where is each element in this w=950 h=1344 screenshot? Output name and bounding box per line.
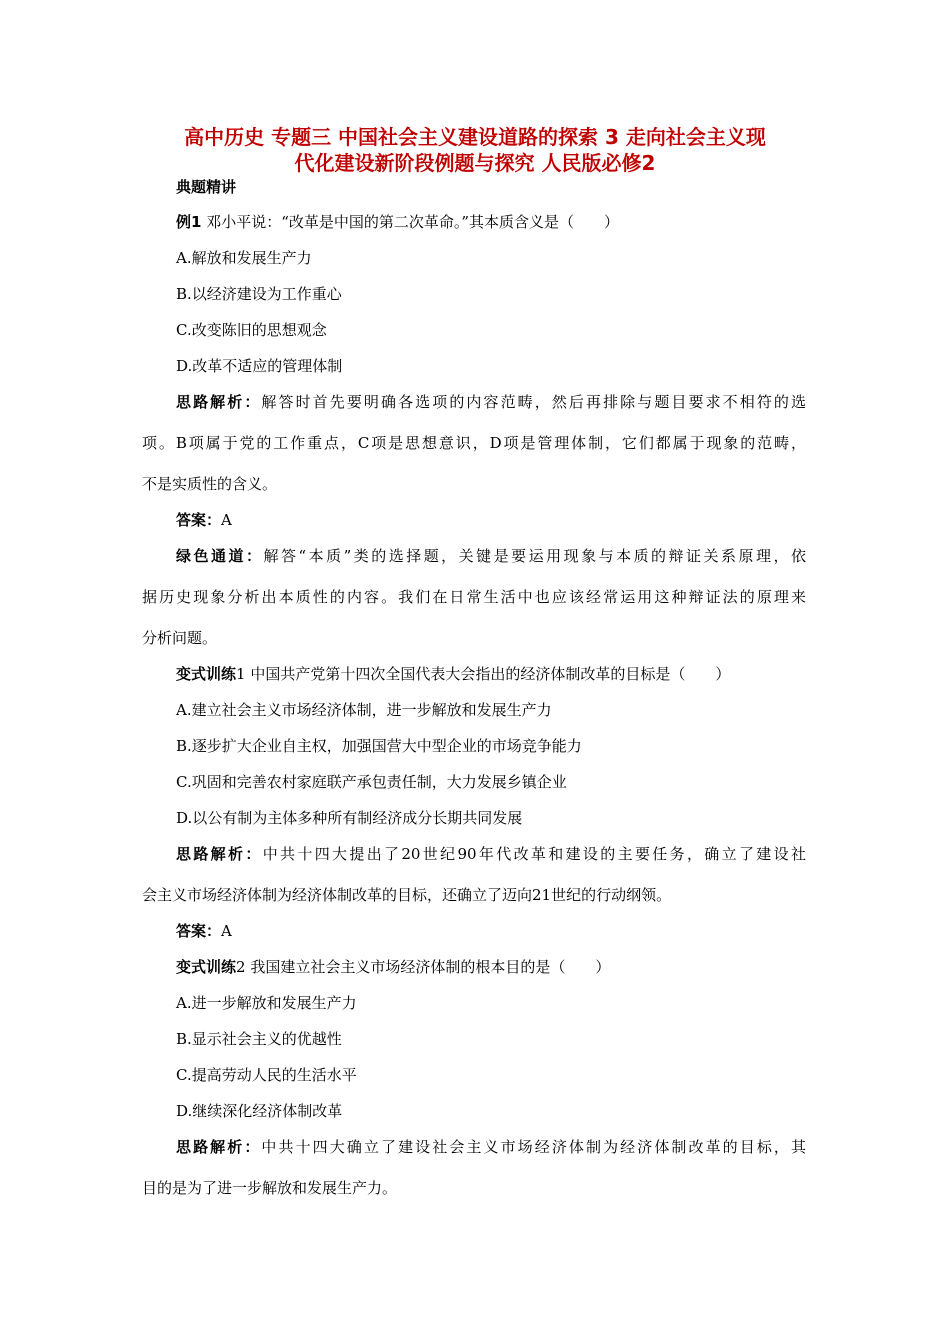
exercise2-label: 变式训练	[176, 958, 237, 976]
exercise2-question-text: 2 我国建立社会主义市场经济体制的根本目的是（ ）	[236, 958, 611, 976]
exercise1-answer	[176, 921, 232, 941]
exercise1-answer-label: 答案：	[176, 922, 222, 940]
exercise1-analysis-line-2: 会主义市场经济体制为经济体制改革的目标，还确立了迈向21世纪的行动纲领。	[142, 886, 672, 904]
exercise2-option-c: C.提高劳动人民的生活水平	[176, 1066, 357, 1084]
exercise1-option-c: C.巩固和完善农村家庭联产承包责任制，大力发展乡镇企业	[176, 773, 567, 791]
title-line-2: 代化建设新阶段例题与探究 人民版必修2	[294, 151, 656, 175]
exercise2-option-d: D.继续深化经济体制改革	[176, 1102, 343, 1120]
exercise1-question	[176, 664, 730, 684]
example1-option-c: C.改变陈旧的思想观念	[176, 321, 327, 339]
exercise1-answer-value: A	[221, 922, 232, 940]
title-line-1: 高中历史 专题三 中国社会主义建设道路的探索 3 走向社会主义现	[184, 125, 766, 149]
exercise2-analysis-line-2: 目的是为了进一步解放和发展生产力。	[142, 1179, 398, 1197]
exercise2-option-a: A.进一步解放和发展生产力	[176, 994, 357, 1012]
exercise1-option-a: A.建立社会主义市场经济体制，进一步解放和发展生产力	[176, 701, 552, 719]
example1-option-d: D.改革不适应的管理体制	[176, 357, 343, 375]
example1-analysis-text-1: 解答时首先要明确各选项的内容范畴，然后再排除与题目要求不相符的选	[261, 393, 806, 411]
example1-green-text-1: 解答“本质”类的选择题，关键是要运用现象与本质的辩证关系原理，依	[263, 547, 806, 565]
exercise2-analysis-line-1	[176, 1137, 806, 1157]
exercise2-analysis-text-1: 中共十四大确立了建设社会主义市场经济体制为经济体制改革的目标，其	[261, 1138, 806, 1156]
example1-label: 例1	[176, 213, 202, 231]
example1-green-line-3: 分析问题。	[142, 629, 218, 647]
exercise1-analysis-label: 思路解析：	[176, 845, 263, 863]
exercise2-question	[176, 957, 610, 977]
section-heading: 典题精讲	[176, 178, 237, 196]
exercise1-label: 变式训练	[176, 665, 237, 683]
exercise1-question-text: 1 中国共产党第十四次全国代表大会指出的经济体制改革的目标是（ ）	[236, 665, 731, 683]
example1-green-line-1	[176, 546, 806, 566]
exercise1-analysis-line-1	[176, 844, 806, 864]
example1-option-b: B.以经济建设为工作重心	[176, 285, 342, 303]
example1-question-text: 邓小平说：“改革是中国的第二次革命。”其本质含义是（ ）	[201, 213, 620, 231]
example1-analysis-line-2: 项。B项属于党的工作重点，C项是思想意识，D项是管理体制，它们都属于现象的范畴，	[142, 434, 806, 452]
example1-green-line-2: 据历史现象分析出本质性的内容。我们在日常生活中也应该经常运用这种辩证法的原理来	[142, 588, 806, 606]
document-title	[140, 124, 810, 176]
exercise1-option-d: D.以公有制为主体多种所有制经济成分长期共同发展	[176, 809, 523, 827]
exercise1-option-b: B.逐步扩大企业自主权，加强国营大中型企业的市场竞争能力	[176, 737, 582, 755]
example1-answer-label: 答案：	[176, 511, 222, 529]
exercise1-analysis-text-1: 中共十四大提出了20世纪90年代改革和建设的主要任务，确立了建设社	[262, 845, 806, 863]
example1-answer-value: A	[221, 511, 232, 529]
example1-analysis-line-1	[176, 392, 806, 412]
example1-option-a: A.解放和发展生产力	[176, 249, 312, 267]
example1-answer	[176, 510, 232, 530]
example1-analysis-label: 思路解析：	[176, 393, 262, 411]
example1-green-label: 绿色通道：	[176, 547, 264, 565]
exercise2-option-b: B.显示社会主义的优越性	[176, 1030, 342, 1048]
example1-question	[176, 212, 619, 232]
exercise2-analysis-label: 思路解析：	[176, 1138, 262, 1156]
example1-analysis-line-3: 不是实质性的含义。	[142, 475, 278, 493]
